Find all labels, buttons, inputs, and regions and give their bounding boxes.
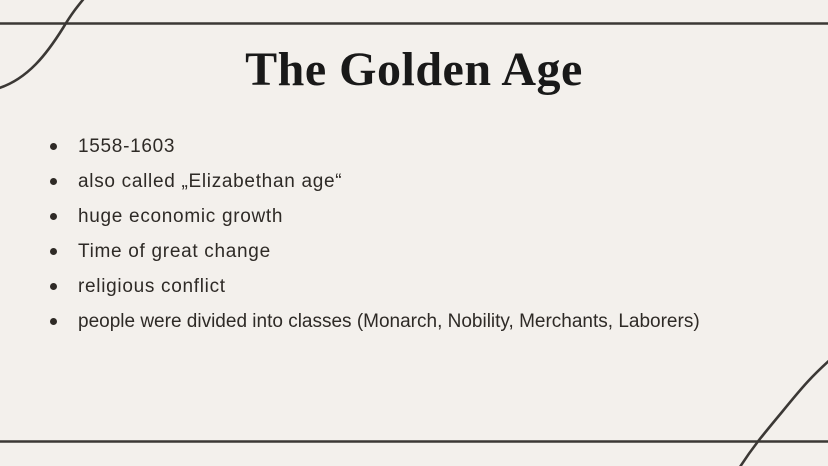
bullet-item xyxy=(0,129,790,164)
bullet-text: religious conflict xyxy=(78,275,226,297)
bullet-text: also called „Elizabethan age“ xyxy=(78,170,343,192)
bullet-text: huge economic growth xyxy=(78,205,284,227)
bullet-dot-icon xyxy=(50,213,57,220)
bullet-text: 1558-1603 xyxy=(78,135,176,157)
bullet-item xyxy=(0,269,790,304)
bullet-dot-icon xyxy=(50,318,57,325)
bullet-text: Time of great change xyxy=(78,240,271,262)
bullet-item xyxy=(0,199,790,234)
bullet-dot-icon xyxy=(50,178,57,185)
bullet-dot-icon xyxy=(50,283,57,290)
bullet-text: people were divided into classes (Monarch, Nobility, Merchants, Laborers) xyxy=(78,310,700,332)
bullet-dot-icon xyxy=(50,248,57,255)
bullet-item xyxy=(0,164,790,199)
bullet-item xyxy=(0,234,790,269)
bullet-item xyxy=(0,304,790,339)
bullet-dot-icon xyxy=(50,143,57,150)
bullet-list xyxy=(0,129,790,339)
bottom-right-s-curve xyxy=(738,358,828,466)
slide-title: The Golden Age xyxy=(245,43,583,96)
